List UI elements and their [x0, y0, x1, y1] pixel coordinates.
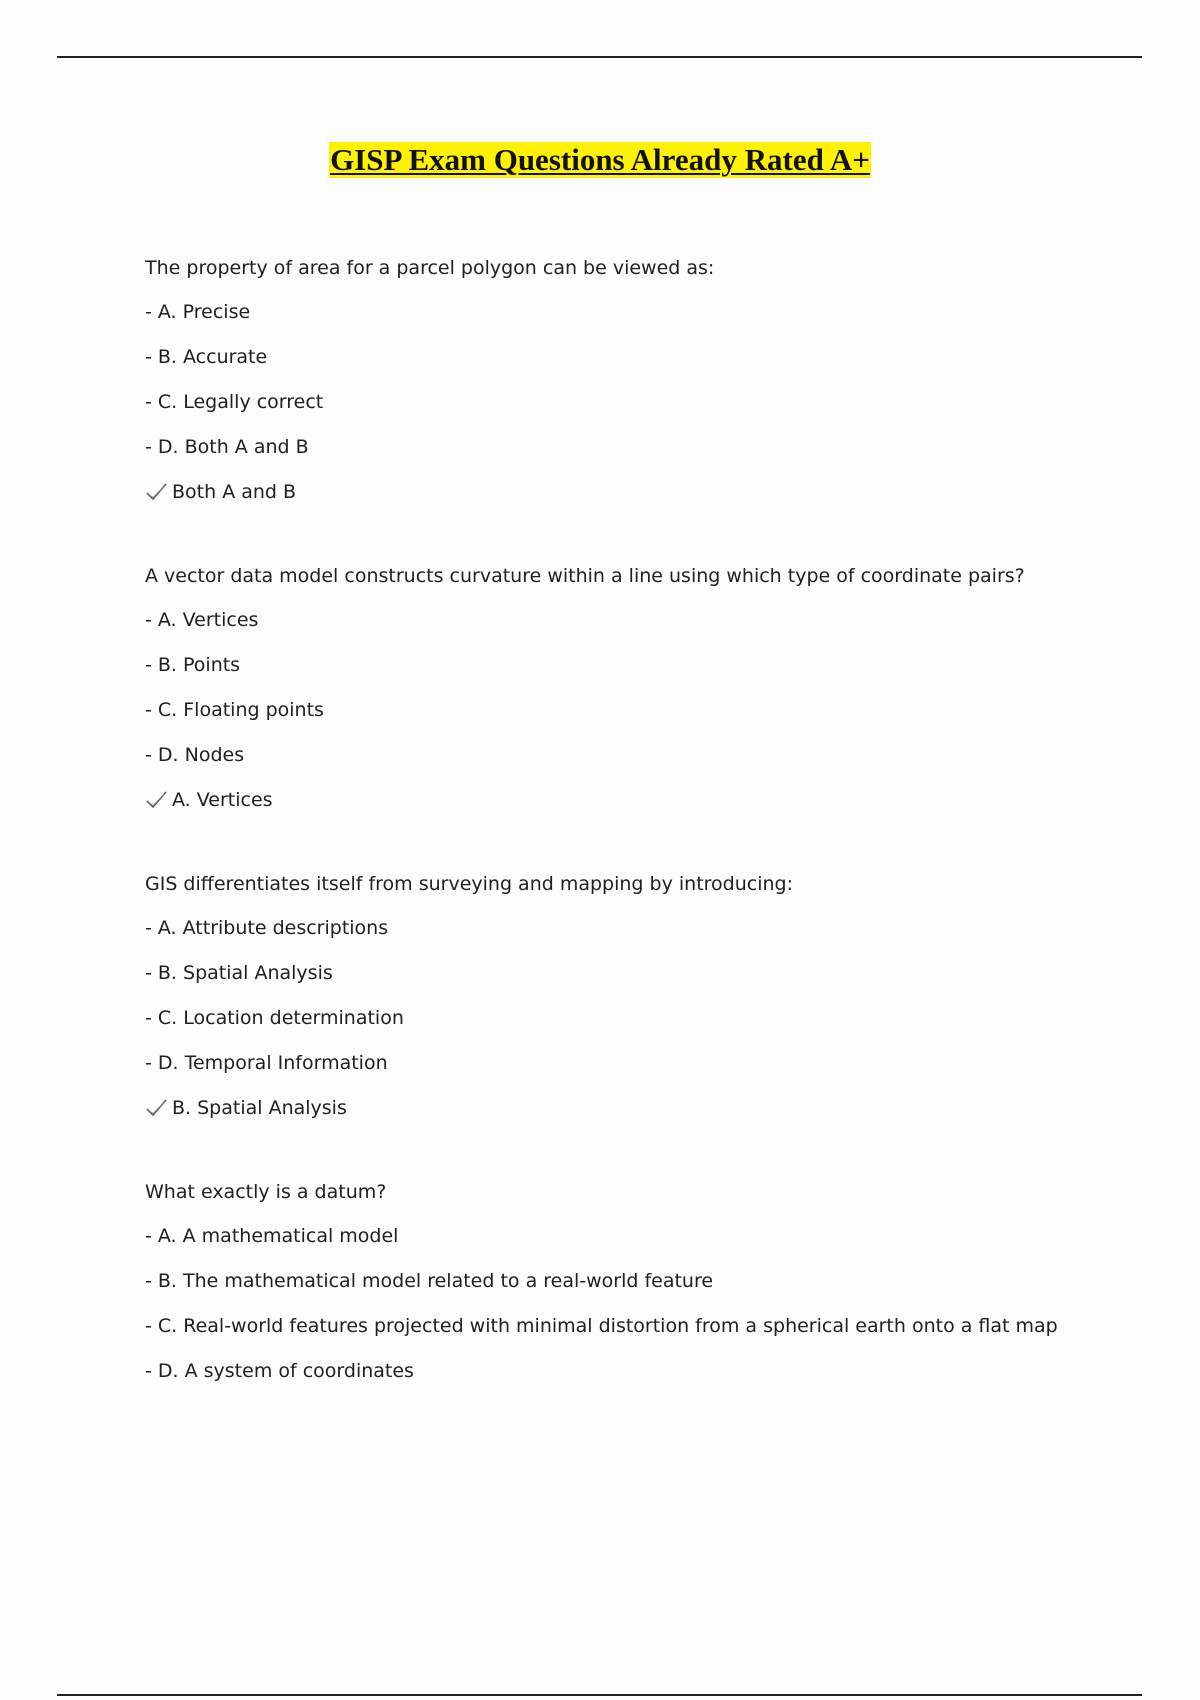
question-block-4 — [145, 1180, 1125, 1383]
checkmark-icon — [145, 789, 169, 811]
document-title: GISP Exam Questions Already Rated A+ — [330, 142, 870, 177]
option-b: - B. Points — [145, 654, 241, 676]
bottom-rule — [57, 1694, 1142, 1696]
option-c: - C. Real-world features projected with minimal distortion from a spherical earth onto a flat map — [145, 1315, 1058, 1337]
option-d: - D. Temporal Information — [145, 1052, 388, 1074]
question-block-1 — [145, 256, 1125, 504]
checkmark-icon — [145, 1097, 169, 1119]
correct-answer-text: B. Spatial Analysis — [172, 1097, 347, 1119]
question-text: GIS differentiates itself from surveying and mapping by introducing: — [145, 873, 793, 895]
option-d: - D. Both A and B — [145, 436, 309, 458]
option-a: - A. Attribute descriptions — [145, 917, 389, 939]
option-a: - A. Precise — [145, 301, 251, 323]
option-b: - B. Spatial Analysis — [145, 962, 333, 984]
correct-answer — [145, 1096, 1125, 1120]
question-block-3 — [145, 872, 1125, 1120]
question-block-2 — [145, 564, 1125, 812]
option-c: - C. Floating points — [145, 699, 324, 721]
option-c: - C. Legally correct — [145, 391, 324, 413]
correct-answer — [145, 480, 1125, 504]
top-rule — [57, 56, 1142, 58]
option-d: - D. A system of coordinates — [145, 1360, 414, 1382]
correct-answer-text: Both A and B — [172, 481, 297, 503]
question-text: The property of area for a parcel polygon can be viewed as: — [145, 257, 715, 279]
question-text: A vector data model constructs curvature within a line using which type of coordinate pairs? — [145, 565, 1025, 587]
title-block — [0, 142, 1200, 178]
checkmark-icon — [145, 481, 169, 503]
option-d: - D. Nodes — [145, 744, 245, 766]
document-body — [145, 256, 1125, 1443]
correct-answer-text: A. Vertices — [172, 789, 273, 811]
option-c: - C. Location determination — [145, 1007, 404, 1029]
correct-answer — [145, 788, 1125, 812]
question-text: What exactly is a datum? — [145, 1181, 387, 1203]
option-b: - B. Accurate — [145, 346, 268, 368]
option-a: - A. Vertices — [145, 609, 259, 631]
option-a: - A. A mathematical model — [145, 1225, 399, 1247]
option-b: - B. The mathematical model related to a real-world feature — [145, 1270, 714, 1292]
